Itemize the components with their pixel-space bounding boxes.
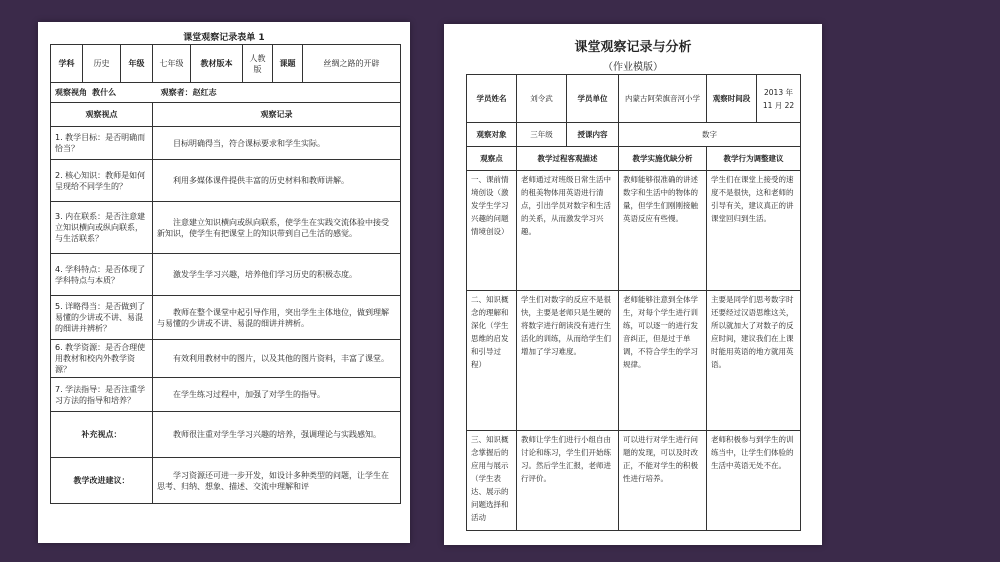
- point-7: 7. 学法指导：是否注重学习方法的指导和培养？: [51, 378, 153, 412]
- row2-desc: 学生们对数字的反应不是很快，主要是老师只是生硬的将数字进行朗读没有进行生活化的训练，从而给学生们增加了学习难度。: [517, 291, 619, 431]
- point-1: 1. 教学目标：是否明确而恰当？: [51, 127, 153, 160]
- point-4: 4. 学科特点：是否体现了学科特点与本质？: [51, 254, 153, 296]
- observer: 观察者：赵红志: [160, 88, 217, 97]
- edition-label: 教材版本: [191, 45, 243, 83]
- supplement-text: 教师很注重对学生学习兴趣的培养，强调理论与实践感知。: [153, 412, 401, 458]
- record-1: 目标明确得当，符合课标要求和学生实际。: [153, 127, 401, 160]
- view-label: 观察视角: [55, 88, 87, 97]
- time-label: 观察时间段: [707, 75, 757, 123]
- grade-value: 七年级: [153, 45, 191, 83]
- observation-table: [50, 44, 401, 504]
- student-label: 学员姓名: [467, 75, 517, 123]
- observation-form-left: [38, 22, 410, 543]
- row2-advice: 主要是同学们思考数字时还要经过汉语思维这关，所以就加大了对数子的反应时间，建议我们在上课时能用英语的地方就用英语。: [707, 291, 801, 431]
- point-2: 2. 核心知识：教师是如何呈现给不同学生的？: [51, 160, 153, 202]
- topic-label: 课题: [273, 45, 303, 83]
- view-value: 教什么: [92, 88, 117, 97]
- row2-point: 二、知识概念的理解和深化（学生思维的启发和引导过程）: [467, 291, 517, 431]
- edition-value: 人教版: [243, 45, 273, 83]
- time-value: 2013 年 11 月 22: [757, 75, 801, 123]
- student-value: 刘令武: [517, 75, 567, 123]
- content-label: 授课内容: [567, 123, 619, 147]
- header-advice: 教学行为调整建议: [707, 147, 801, 171]
- topic-value: 丝绸之路的开辟: [303, 45, 401, 83]
- unit-value: 内蒙古阿荣旗音河小学: [619, 75, 707, 123]
- row1-point: 一、课前情境创设（激发学生学习兴趣的问题情境创设）: [467, 171, 517, 291]
- row3-desc: 教师让学生们进行小组自由讨论和练习，学生们开始练习。然后学生汇报，老师进行评价。: [517, 431, 619, 531]
- record-4: 激发学生学习兴趣，培养他们学习历史的积极态度。: [153, 254, 401, 296]
- row3-point: 三、知识概念掌握后的应用与展示（学生表达、展示的问题选择和活动: [467, 431, 517, 531]
- header-analysis: 教学实施优缺分析: [619, 147, 707, 171]
- analysis-title: 课堂观察记录与分析: [574, 40, 692, 55]
- observation-form-right: [444, 24, 822, 545]
- point-5: 5. 详略得当：是否做到了易懂的少讲或不讲、易混的细讲并辨析？: [51, 296, 153, 340]
- header-point: 观察点: [467, 147, 517, 171]
- content-value: 数字: [619, 123, 801, 147]
- supplement-label: 补充视点：: [51, 412, 153, 458]
- row1-analysis: 教师能够很准确的讲述数字和生活中的物体的量，但学生们刚刚接触英语反应有些慢。: [619, 171, 707, 291]
- point-3: 3. 内在联系：是否注意建立知识横向或纵向联系，与生活联系？: [51, 202, 153, 254]
- col-point-header: 观察视点: [51, 103, 153, 127]
- object-value: 三年级: [517, 123, 567, 147]
- record-5: 教师在整个课堂中起引导作用，突出学生主体地位，做到理解与易懂的少讲或不讲、易混的细讲并辨析。: [153, 296, 401, 340]
- header-desc: 教学过程客观描述: [517, 147, 619, 171]
- unit-label: 学员单位: [567, 75, 619, 123]
- record-3: 注意建立知识横向或纵向联系，使学生在实践交流体验中接受新知识，使学生有把课堂上的知识带到自己生活的感觉。: [153, 202, 401, 254]
- record-6: 有效利用教材中的图片，以及其他的图片资料，丰富了课堂。: [153, 340, 401, 378]
- form-title: 课堂观察记录表单 1: [183, 33, 265, 43]
- view-row: [51, 83, 401, 103]
- col-record-header: 观察记录: [153, 103, 401, 127]
- row1-advice: 学生们在课堂上接受的速度不是很快，这和老师的引导有关，建议真正的讲课堂回归到生活。: [707, 171, 801, 291]
- subject-label: 学科: [51, 45, 83, 83]
- row1-desc: 老师通过对班级日常生活中的租美物体用英语进行清点，引出学员对数字和生活的关系，从而激发学习兴趣。: [517, 171, 619, 291]
- row3-advice: 老师积极参与到学生的训练当中，让学生们体验的生活中英语无处不在。: [707, 431, 801, 531]
- analysis-subtitle: （作业模版）: [603, 62, 663, 73]
- improve-label: 教学改进建议：: [51, 458, 153, 504]
- improve-text: 学习资源还可进一步开发，如设计多种类型的问题，让学生在思考、归纳、想象、描述、交流中理解和评: [153, 458, 401, 504]
- subject-value: 历史: [83, 45, 121, 83]
- analysis-table: [466, 74, 801, 531]
- grade-label: 年级: [121, 45, 153, 83]
- object-label: 观察对象: [467, 123, 517, 147]
- record-7: 在学生练习过程中，加强了对学生的指导。: [153, 378, 401, 412]
- point-6: 6. 教学资源：是否合理使用教材和校内外教学资源？: [51, 340, 153, 378]
- row2-analysis: 老师能够注意到全体学生，对每个学生进行训练，可以逐一的进行发音纠正，但是过于单调，不符合学生的学习规律。: [619, 291, 707, 431]
- record-2: 利用多媒体课件提供丰富的历史材料和教师讲解。: [153, 160, 401, 202]
- row3-analysis: 可以进行对学生进行问题的发现，可以及时改正，不能对学生的积极性进行培养。: [619, 431, 707, 531]
